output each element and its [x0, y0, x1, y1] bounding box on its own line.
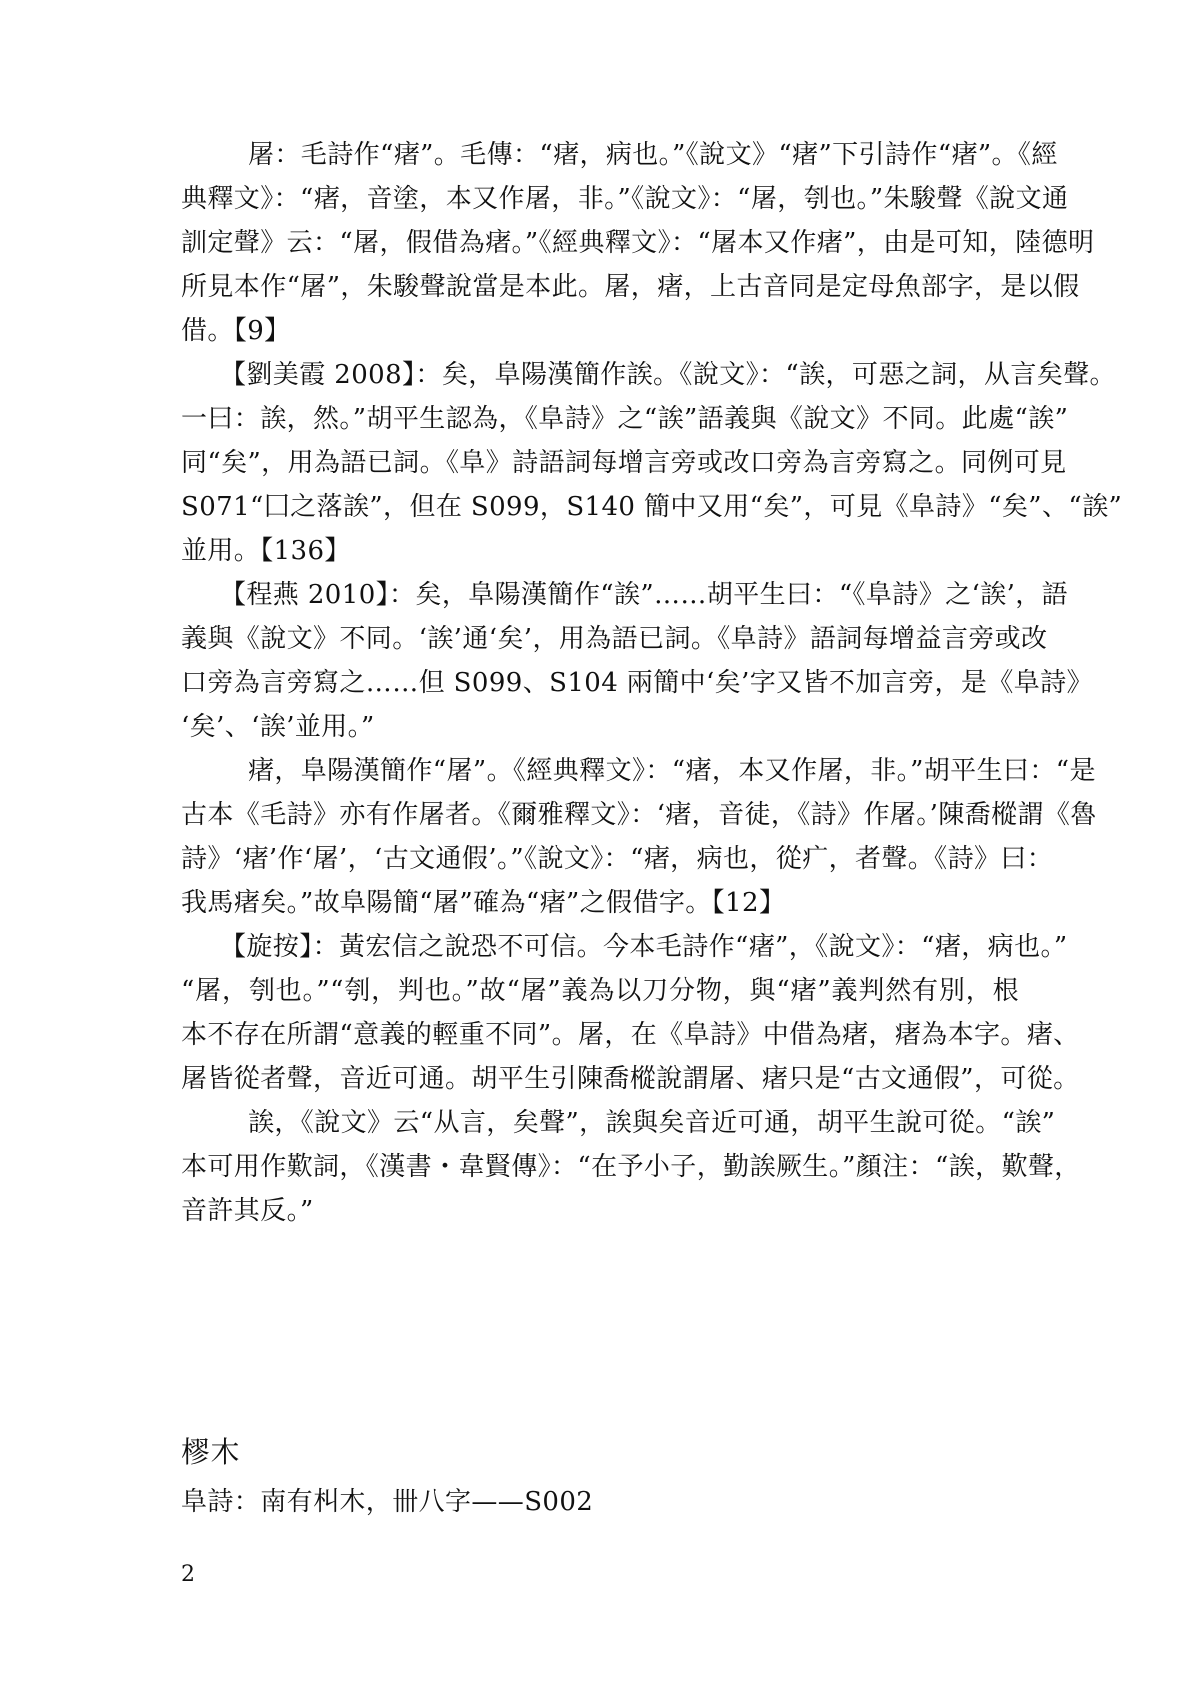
text-line: 誒，《說文》云“从言，矣聲”，誒與矣音近可通，胡平生說可從。“誒”: [248, 1108, 1056, 1138]
text-line: 義與《說文》不同。‘誒’通‘矣’，用為語已詞。《阜詩》語詞每增益言旁或改: [181, 624, 1048, 654]
text-line: 並用。【136】: [181, 536, 351, 566]
text-line: 屠：毛詩作“瘏”。毛傳：“瘏，病也。”《說文》“瘏”下引詩作“瘏”。《經: [248, 140, 1058, 170]
text-line: 本不存在所謂“意義的輕重不同”。屠，在《阜詩》中借為瘏，瘏為本字。瘏、: [181, 1020, 1080, 1050]
text-line: 【程燕 2010】：矣，阜陽漢簡作“誒”……胡平生曰：“《阜詩》之‘誒’，語: [220, 580, 1069, 610]
text-line: S071“囗之落誒”，但在 S099，S140 簡中又用“矣”，可見《阜詩》“矣”、“誒”: [181, 492, 1123, 522]
text-line: 古本《毛詩》亦有作屠者。《爾雅釋文》：‘瘏，音徒，《詩》作屠。’陳喬樅謂《魯: [181, 800, 1097, 830]
text-line: 訓定聲》云：“屠，假借為瘏。”《經典釋文》：“屠本又作瘏”，由是可知，陸德明: [181, 228, 1095, 258]
text-line: 典釋文》：“瘏，音塗，本又作屠，非。”《說文》：“屠，刳也。”朱駿聲《說文通: [181, 184, 1069, 214]
text-line: 我馬瘏矣。”故阜陽簡“屠”確為“瘏”之假借字。【12】: [181, 888, 786, 918]
entry-line: 阜詩：南有朻木，卌八字——S002: [181, 1487, 594, 1517]
text-line: 同“矣”，用為語已詞。《阜》詩語詞每增言旁或改口旁為言旁寫之。同例可見: [181, 448, 1067, 478]
text-line: 音許其反。”: [181, 1196, 314, 1226]
text-line: 瘏，阜陽漢簡作“屠”。《經典釋文》：“瘏，本又作屠，非。”胡平生曰：“是: [248, 756, 1096, 786]
text-line: 口旁為言旁寫之……但 S099、S104 兩簡中‘矣’字又皆不加言旁，是《阜詩》: [181, 668, 1093, 698]
text-line: ‘矣’、‘誒’並用。”: [181, 712, 375, 742]
text-line: 【劉美霞 2008】：矣，阜陽漢簡作誒。《說文》：“誒，可惡之詞，从言矣聲。: [220, 360, 1116, 390]
text-line: 本可用作歎詞，《漢書・韋賢傳》：“在予小子，勤誒厥生。”顏注：“誒，歎聲，: [181, 1152, 1081, 1182]
text-line: 所見本作“屠”，朱駿聲說當是本此。屠，瘏，上古音同是定母魚部字，是以假: [181, 272, 1080, 302]
text-line: 詩》‘瘏’作‘屠’，‘古文通假’。”《說文》：“瘏，病也，從疒，者聲。《詩》曰：: [181, 844, 1054, 874]
text-line: 【旋按】：黃宏信之說恐不可信。今本毛詩作“瘏”，《說文》：“瘏，病也。”: [220, 932, 1068, 962]
text-line: “屠，刳也。”“刳，判也。”故“屠”義為以刀分物，與“瘏”義判然有別，根: [181, 976, 1019, 1006]
text-line: 一曰：誒，然。”胡平生認為，《阜詩》之“誒”語義與《說文》不同。此處“誒”: [181, 404, 1069, 434]
page-number: 2: [181, 1562, 195, 1587]
text-line: 借。【9】: [181, 316, 291, 346]
text-line: 屠皆從者聲，音近可通。胡平生引陳喬樅說謂屠、瘏只是“古文通假”，可從。: [181, 1064, 1080, 1094]
section-heading: 樛木: [181, 1435, 241, 1469]
